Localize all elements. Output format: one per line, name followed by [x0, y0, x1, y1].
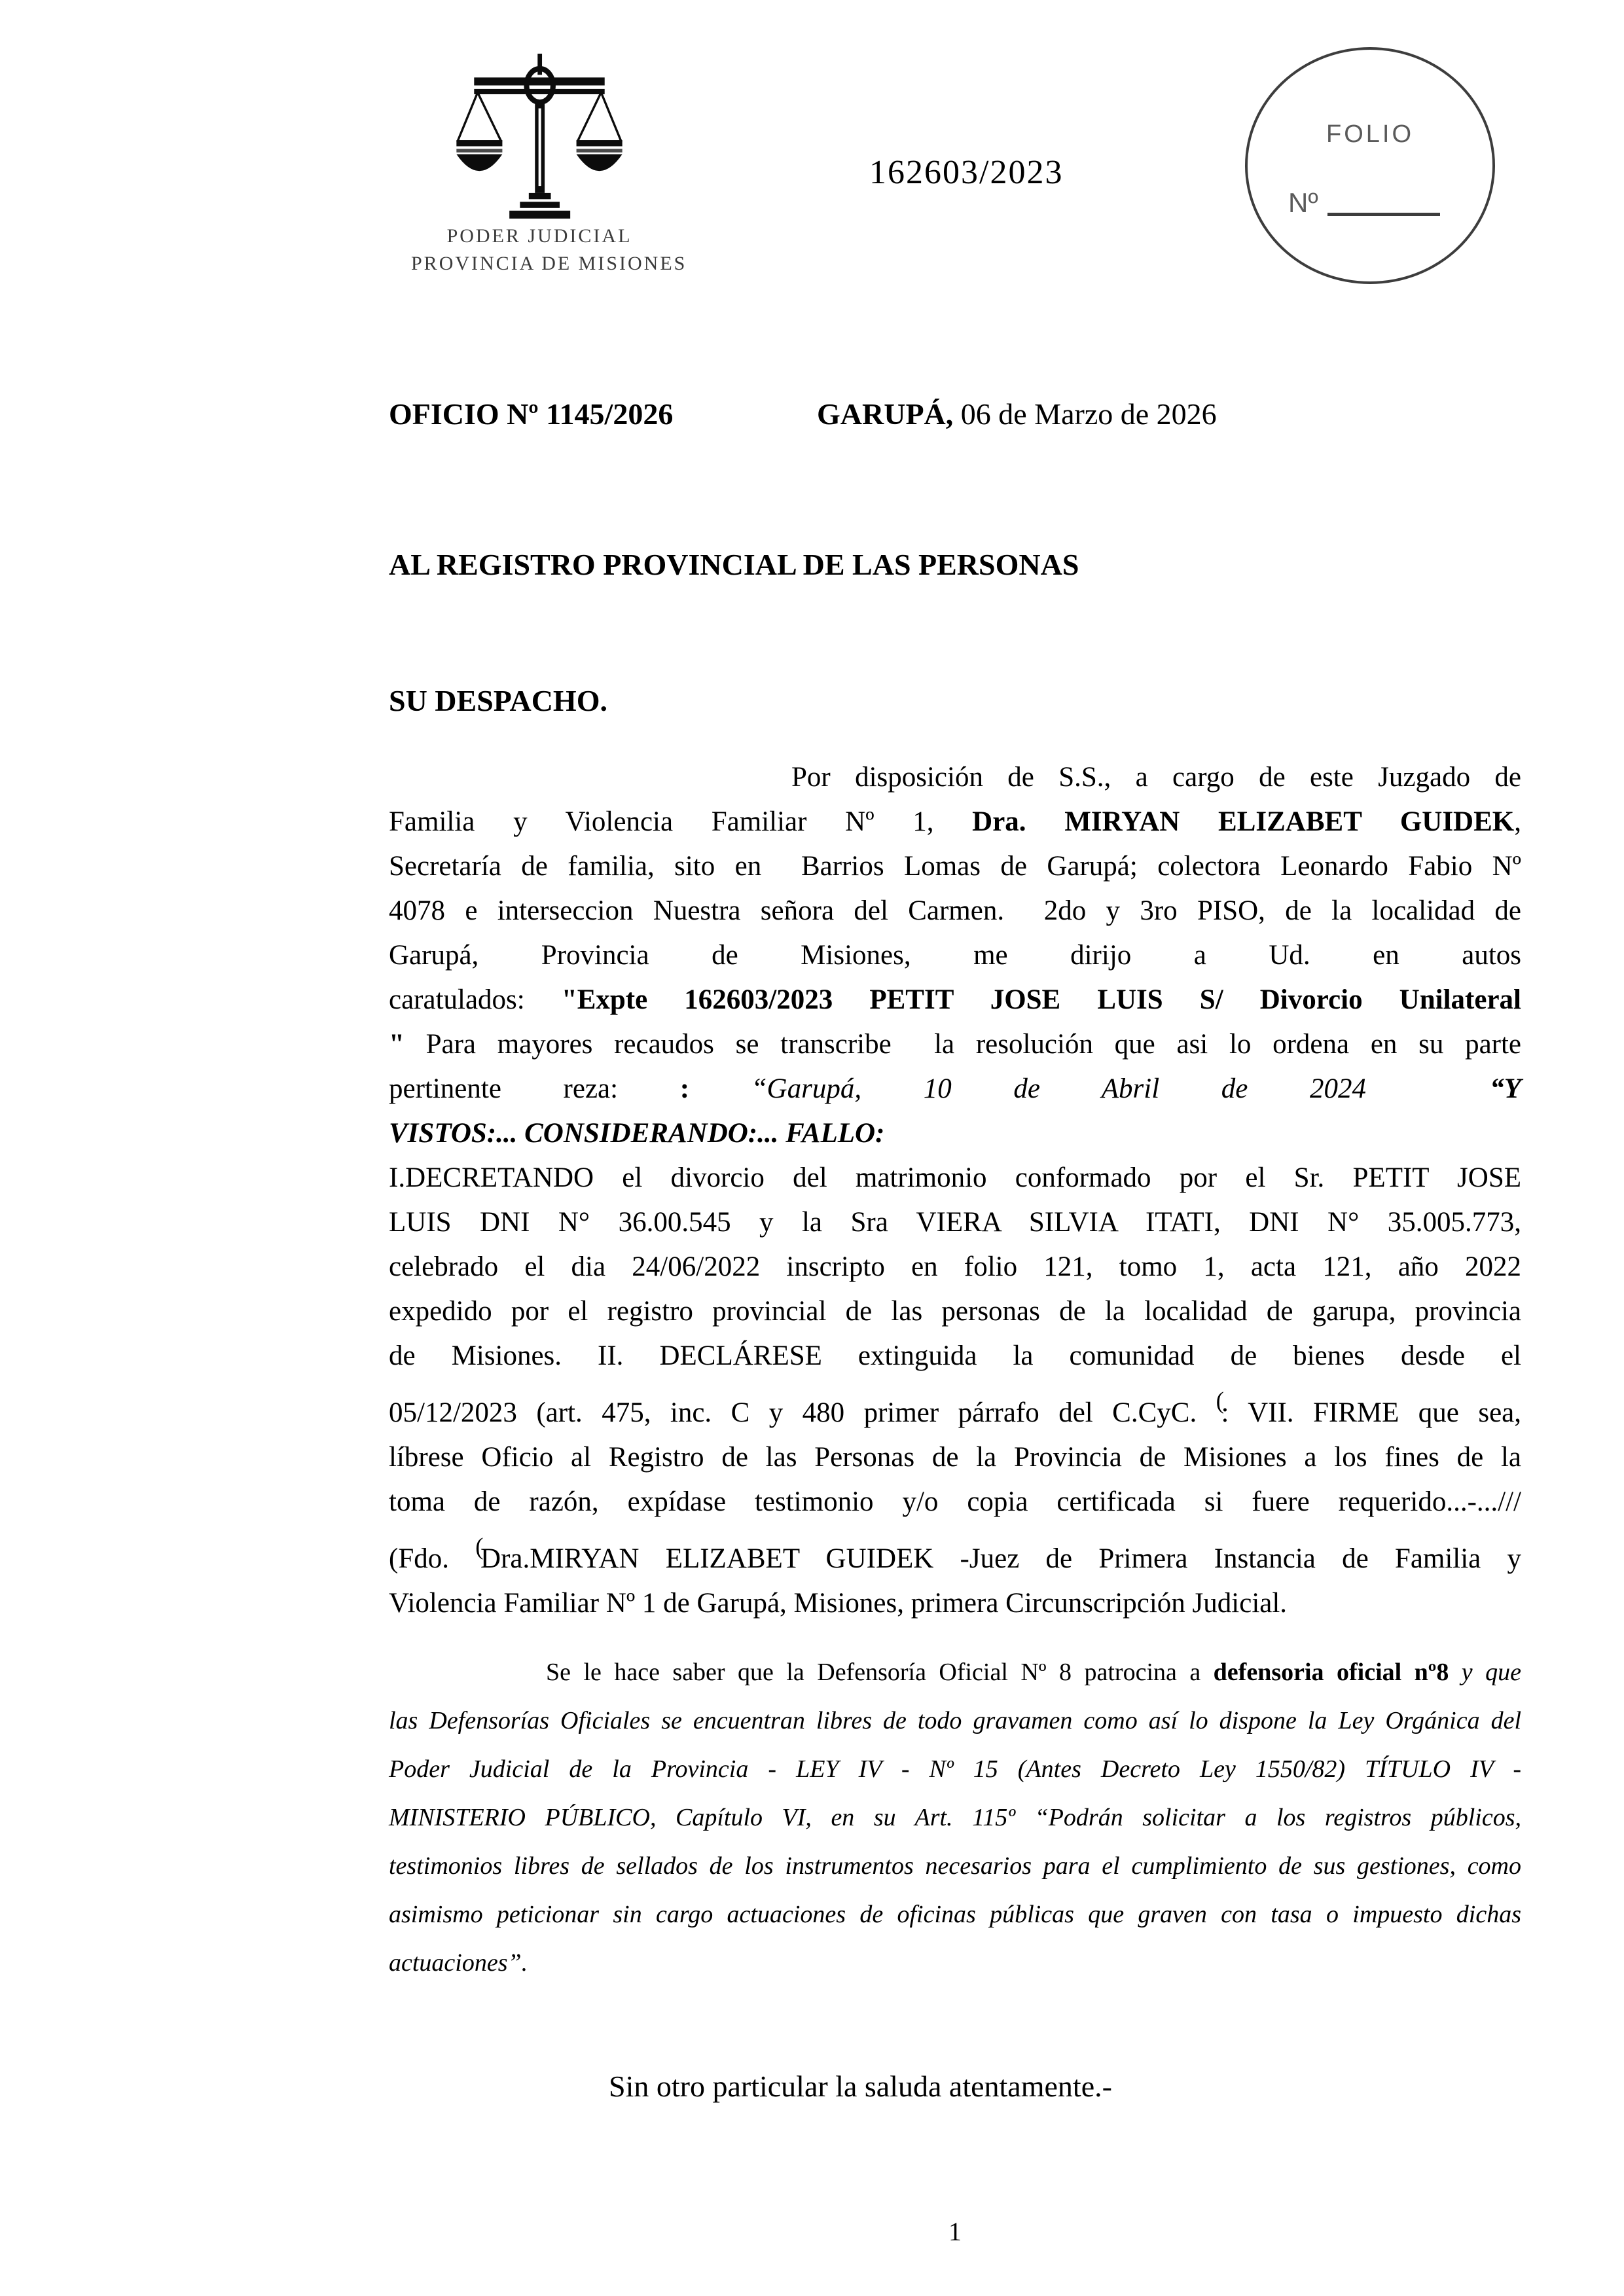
- text-run: asimismo peticionar sin cargo actuaciones de oficinas públicas que graven con tasa o impuesto dichas: [389, 1901, 1521, 1928]
- scales-of-justice-icon: [451, 54, 628, 221]
- case-number: 162603/2023: [869, 154, 1064, 191]
- text-run: Dra. MIRYAN ELIZABET GUIDEK: [972, 806, 1515, 837]
- text-run: de Misiones. II. DECLÁRESE extinguida la comunidad de bienes desde el: [389, 1340, 1521, 1371]
- text-line: [389, 1111, 1521, 1156]
- text-line: [389, 1200, 1521, 1245]
- text-line: [389, 755, 1521, 800]
- date-text: 06 de Marzo de 2026: [953, 397, 1217, 431]
- text-run: Sin otro particular la saluda atentamente.-: [609, 2070, 1112, 2103]
- text-line: [389, 1067, 1521, 1111]
- text-run: “Garupá, 10 de Abril de 2024: [751, 1073, 1428, 1104]
- text-line: [389, 1745, 1521, 1793]
- text-run: celebrado el dia 24/06/2022 inscripto en folio 121, tomo 1, acta 121, año 2022: [389, 1251, 1521, 1282]
- text-line: [389, 889, 1521, 933]
- text-line: [389, 844, 1521, 889]
- folio-stamp-title: FOLIO: [1326, 120, 1415, 148]
- text-run: LUIS DNI N° 36.00.545 y la Sra VIERA SILVIA ITATI, DNI N° 35.005.773,: [389, 1207, 1521, 1238]
- text-run: Dra.MIRYAN ELIZABET GUIDEK -Juez de Primera Instancia de Familia y: [480, 1543, 1521, 1575]
- text-line: [389, 2067, 1521, 2106]
- text-run: 05/12/2023 (art. 475, inc. C y 480 primer párrafo del C.CyC.: [389, 1397, 1216, 1429]
- text-run: Poder Judicial de la Provincia - LEY IV - Nº 15 (Antes Decreto Ley 1550/82) TÍTULO IV -: [389, 1755, 1521, 1783]
- text-run: testimonios libres de sellados de los instrumentos necesarios para el cumplimiento de sus gestiones, como: [389, 1852, 1521, 1880]
- text-line: [389, 978, 1521, 1022]
- text-run: ": [389, 1029, 426, 1060]
- text-line: [389, 1022, 1521, 1067]
- text-line: [389, 1245, 1521, 1289]
- text-line: [389, 1289, 1521, 1334]
- text-line: [389, 1842, 1521, 1890]
- folio-number-row: [1288, 187, 1440, 219]
- folio-stamp: [1245, 47, 1495, 284]
- text-run: (: [1216, 1387, 1224, 1414]
- text-line: [389, 1793, 1521, 1842]
- text-run: pertinente reza:: [389, 1073, 680, 1104]
- text-run: (: [475, 1533, 484, 1560]
- text-run: Familia y Violencia Familiar Nº 1,: [389, 806, 973, 837]
- text-line: [389, 1435, 1521, 1480]
- text-run: ,: [1514, 806, 1521, 837]
- text-run: caratulados:: [389, 984, 562, 1015]
- text-run: [689, 1073, 751, 1104]
- text-line: [389, 1890, 1521, 1939]
- text-run: expedido por el registro provincial de las personas de la localidad de garupa, provincia: [389, 1296, 1521, 1327]
- defensoria-notice-paragraph: [389, 1648, 1521, 1987]
- place-and-date: [817, 397, 1217, 431]
- folio-number-blank-line: [1327, 213, 1440, 216]
- text-line: [389, 800, 1521, 844]
- logo-caption-line2: PROVINCIA DE MISIONES: [411, 253, 687, 274]
- text-line: [389, 1696, 1521, 1745]
- body-paragraph: [389, 755, 1521, 1626]
- text-line: [389, 933, 1521, 978]
- oficio-number: OFICIO Nº 1145/2026: [389, 397, 674, 431]
- recipient-line: AL REGISTRO PROVINCIAL DE LAS PERSONAS: [389, 548, 1079, 581]
- text-run: y que: [1461, 1659, 1521, 1686]
- text-run: (Fdo.: [389, 1543, 476, 1575]
- text-run: defensoria oficial nº8: [1213, 1659, 1462, 1686]
- text-run: líbrese Oficio al Registro de las Personas de la Provincia de Misiones a los fines de la: [389, 1442, 1521, 1473]
- text-run: "Expte 162603/2023 PETIT JOSE LUIS S/ Divorcio Unilateral: [561, 984, 1521, 1015]
- text-run: Para mayores recaudos se transcribe la resolución que asi lo ordena en su parte: [425, 1029, 1522, 1060]
- text-line: [389, 1581, 1521, 1626]
- text-run: las Defensorías Oficiales se encuentran libres de todo gravamen como así lo dispone la Ley Orgánica del: [389, 1707, 1521, 1734]
- text-run: Violencia Familiar Nº 1 de Garupá, Misiones, primera Circunscripción Judicial.: [389, 1588, 1288, 1619]
- text-run: Se le hace saber que la Defensoría Oficial Nº 8 patrocina a: [546, 1659, 1214, 1686]
- folio-number-label: Nº: [1288, 187, 1318, 218]
- text-line: [389, 1648, 1521, 1696]
- text-run: “Y: [1428, 1073, 1521, 1104]
- text-line: [389, 1156, 1521, 1200]
- text-line: [389, 1939, 1521, 1987]
- closing-salutation: [389, 2067, 1521, 2106]
- text-run: Secretaría de familia, sito en Barrios Lomas de Garupá; colectora Leonardo Fabio Nº: [389, 851, 1521, 882]
- recipient-despacho-line: SU DESPACHO.: [389, 684, 607, 717]
- text-run: Garupá, Provincia de Misiones, me dirijo a Ud. en autos: [389, 940, 1521, 971]
- text-run: MINISTERIO PÚBLICO, Capítulo VI, en su Art. 115º “Podrán solicitar a los registros públicos,: [389, 1804, 1521, 1831]
- text-run: actuaciones”.: [389, 1949, 528, 1977]
- text-run: toma de razón, expídase testimonio y/o copia certificada si fuere requerido...-...///: [389, 1486, 1521, 1518]
- logo-caption-line1: PODER JUDICIAL: [446, 225, 632, 247]
- text-run: :: [679, 1073, 690, 1104]
- text-line: [389, 1480, 1521, 1524]
- text-run: Por disposición de S.S., a cargo de este Juzgado de: [791, 762, 1521, 793]
- text-line: [389, 1334, 1521, 1378]
- text-run: I.DECRETANDO el divorcio del matrimonio conformado por el Sr. PETIT JOSE: [389, 1162, 1521, 1193]
- place-name: GARUPÁ,: [817, 397, 954, 431]
- text-run: VISTOS:... CONSIDERANDO:... FALLO:: [389, 1118, 885, 1149]
- poder-judicial-logo: [411, 54, 687, 275]
- page-number: 1: [948, 2217, 962, 2246]
- text-line: [389, 1378, 1521, 1435]
- text-run: : VII. FIRME que sea,: [1221, 1397, 1521, 1429]
- text-run: 4078 e interseccion Nuestra señora del Carmen. 2do y 3ro PISO, de la localidad de: [389, 895, 1521, 926]
- text-line: [389, 1524, 1521, 1581]
